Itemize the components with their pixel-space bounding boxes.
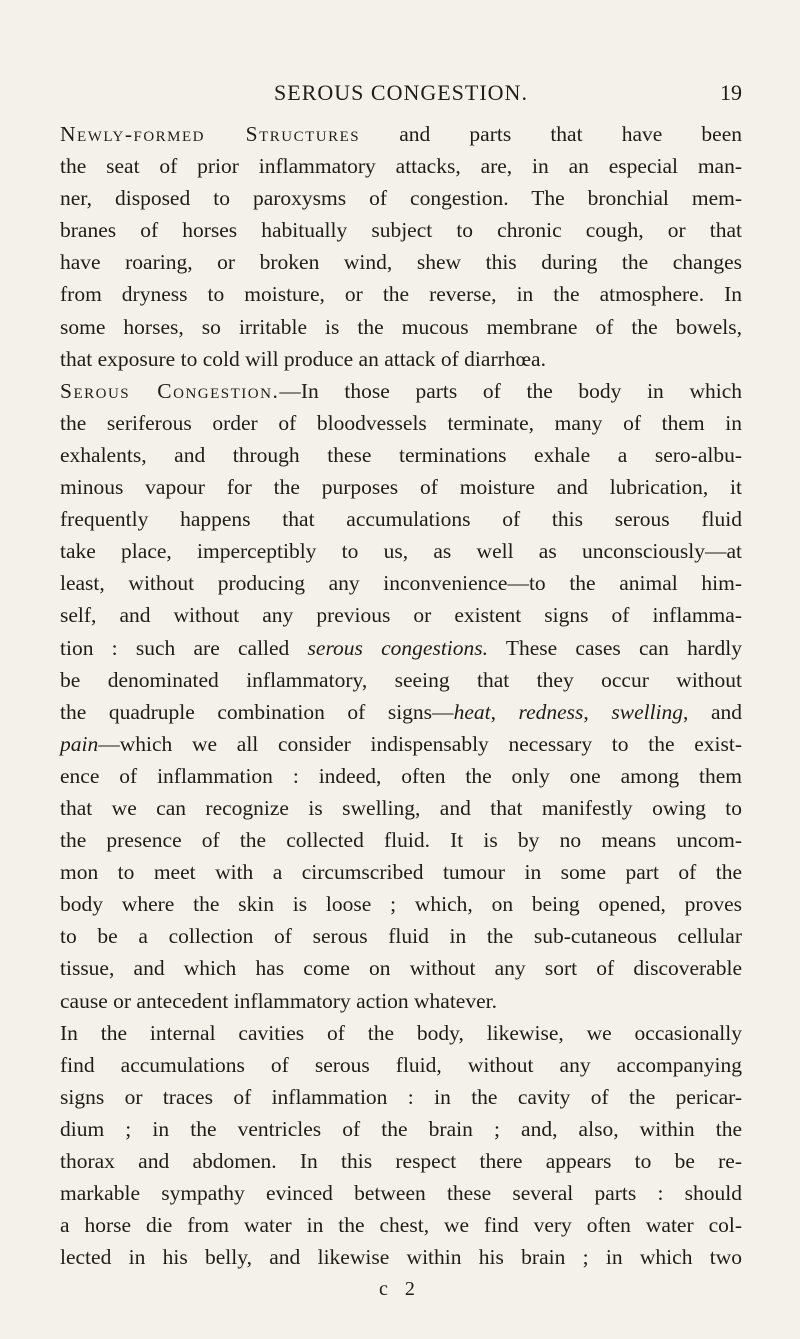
text-line <box>60 1177 742 1209</box>
text-run: have roaring, or broken wind, shew this during the changes <box>60 250 742 275</box>
text-run: a horse die from water in the chest, we find very often water col- <box>60 1213 742 1238</box>
text-run: minous vapour for the purposes of moisture and lubrication, it <box>60 475 742 500</box>
text-line <box>60 214 742 246</box>
text-line <box>60 664 742 696</box>
text-run: the seriferous order of bloodvessels terminate, many of them in <box>60 410 742 435</box>
text-run: the seat of prior inflammatory attacks, are, in an especial man- <box>60 154 742 179</box>
section-heading: Newly-formed Structures <box>60 122 361 146</box>
text-line <box>60 407 742 439</box>
text-line <box>60 824 742 856</box>
text-run: take place, imperceptibly to us, as well as unconsciously—at <box>60 539 742 564</box>
text-run: These cases can hardly <box>488 635 742 660</box>
text-run: cause or antecedent inflammatory action whatever. <box>60 988 497 1013</box>
text-run: tissue, and which has come on without any sort of discoverable <box>60 956 742 981</box>
text-line <box>60 1049 742 1081</box>
text-run: that we can recognize is swelling, and that manifestly owing to <box>60 795 742 820</box>
text-run: —In those parts of the body in which <box>279 378 742 403</box>
text-line <box>60 696 742 728</box>
text-run: dium ; in the ventricles of the brain ; and, also, within the <box>60 1116 742 1141</box>
text-line <box>60 632 742 664</box>
text-line <box>60 246 742 278</box>
text-line <box>60 792 742 824</box>
text-line <box>60 760 742 792</box>
text-run: , <box>490 699 519 724</box>
text-run: that exposure to cold will produce an attack of diarrhœa. <box>60 346 546 371</box>
text-line <box>60 375 742 407</box>
text-line <box>60 535 742 567</box>
running-head <box>60 80 742 110</box>
text-line <box>60 118 742 150</box>
text-run: thorax and abdomen. In this respect there appears to be re- <box>60 1149 742 1173</box>
text-run: and parts that have been <box>360 122 742 146</box>
text-line <box>60 343 742 375</box>
text-line <box>60 952 742 984</box>
text-line <box>60 1209 742 1241</box>
italic-text: redness <box>518 699 584 724</box>
text-run: some horses, so irritable is the mucous membrane of the bowels, <box>60 314 742 339</box>
text-line <box>60 1017 742 1049</box>
signature-mark: c 2 <box>379 1278 421 1300</box>
text-run: the quadruple combination of signs— <box>60 699 454 724</box>
italic-text: heat <box>453 699 491 724</box>
text-run: exhalents, and through these terminations exhale a sero-albu- <box>60 442 742 467</box>
body-text <box>60 118 742 1273</box>
text-run: the presence of the collected fluid. It is by no means uncom- <box>60 828 742 853</box>
section-heading: Serous Congestion. <box>60 378 280 403</box>
text-run: be denominated inflammatory, seeing that they occur without <box>60 667 742 692</box>
text-line <box>60 278 742 310</box>
text-run: frequently happens that accumulations of this serous fluid <box>60 507 742 532</box>
text-line <box>60 567 742 599</box>
text-run: In the internal cavities of the body, likewise, we occasionally <box>60 1020 742 1045</box>
text-run: ner, disposed to paroxysms of congestion. The bronchial mem- <box>60 186 742 211</box>
text-run: to be a collection of serous fluid in the sub-cutaneous cellular <box>60 924 742 949</box>
text-line <box>60 1113 742 1145</box>
text-line <box>60 888 742 920</box>
text-run: from dryness to moisture, or the reverse, in the atmosphere. In <box>60 282 742 307</box>
text-line <box>60 856 742 888</box>
text-run: find accumulations of serous fluid, without any accompanying <box>60 1052 742 1077</box>
text-run: least, without producing any inconvenience—to the animal him- <box>60 571 742 596</box>
page-number: 19 <box>720 80 742 105</box>
text-run: body where the skin is loose ; which, on being opened, proves <box>60 892 742 917</box>
text-run: ence of inflammation : indeed, often the only one among them <box>60 763 742 788</box>
text-line <box>60 728 742 760</box>
text-run: markable sympathy evinced between these several parts : should <box>60 1181 742 1206</box>
text-run: signs or traces of inflammation : in the cavity of the pericar- <box>60 1084 742 1109</box>
text-line <box>60 920 742 952</box>
text-line <box>60 985 742 1017</box>
text-run: self, and without any previous or existent signs of inflamma- <box>60 603 742 628</box>
text-run: lected in his belly, and likewise within his brain ; in which two <box>60 1245 742 1270</box>
text-line <box>60 1081 742 1113</box>
text-run: mon to meet with a circumscribed tumour in some part of the <box>60 860 742 885</box>
italic-text: pain <box>60 731 99 756</box>
text-line <box>60 599 742 631</box>
running-title: SEROUS CONGESTION. <box>274 80 528 105</box>
text-run: branes of horses habitually subject to chronic cough, or that <box>60 218 742 243</box>
text-line <box>60 503 742 535</box>
text-line <box>60 311 742 343</box>
italic-text: serous congestions. <box>307 635 489 660</box>
text-run: , and <box>683 699 743 724</box>
text-run: tion : such are called <box>60 635 308 660</box>
text-run: —which we all consider indispensably necessary to the exist- <box>98 731 742 756</box>
text-run: , <box>583 699 612 724</box>
text-line <box>60 1145 742 1177</box>
text-line <box>60 439 742 471</box>
text-line <box>60 150 742 182</box>
text-line <box>60 1241 742 1273</box>
italic-text: swelling <box>611 699 684 724</box>
text-line <box>60 182 742 214</box>
text-line <box>60 471 742 503</box>
